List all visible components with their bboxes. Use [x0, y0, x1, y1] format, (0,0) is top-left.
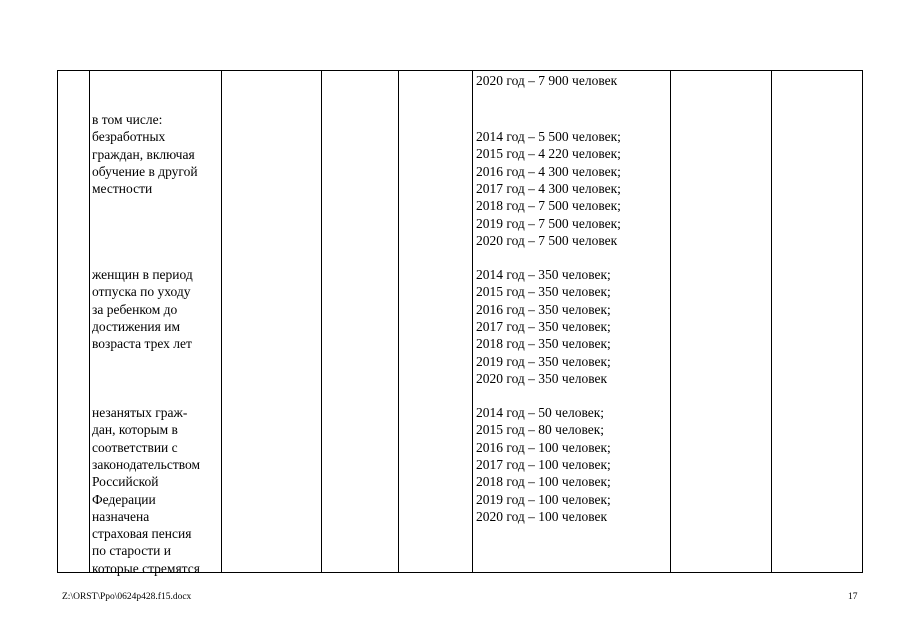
- result-line: 2018 год – 7 500 человек;: [476, 198, 621, 214]
- label-line: Российской: [92, 474, 159, 490]
- result-line: 2019 год – 350 человек;: [476, 353, 611, 369]
- label-line: законодательством: [92, 456, 201, 472]
- label-line: незанятых граж-: [92, 405, 188, 420]
- result-line: 2016 год – 350 человек;: [476, 301, 611, 317]
- label-line: назначена: [92, 508, 150, 524]
- result-line: 2014 год – 5 500 человек;: [476, 129, 621, 144]
- result-line: 2018 год – 350 человек;: [476, 336, 611, 352]
- result-line: 2016 год – 4 300 человек;: [476, 163, 621, 179]
- result-line: 2020 год – 100 человек: [476, 508, 608, 524]
- column-divider: [321, 71, 322, 572]
- label-line: Федерации: [92, 491, 156, 507]
- label-line: в том числе:: [92, 112, 163, 127]
- column-divider: [398, 71, 399, 572]
- result-line: 2020 год – 7 500 человек: [476, 232, 618, 248]
- label-line: по старости и: [92, 543, 171, 559]
- label-line: страховая пенсия: [92, 526, 192, 542]
- program-table: [57, 70, 863, 576]
- result-line: 2014 год – 50 человек;: [476, 405, 605, 420]
- result-line: 2015 год – 80 человек;: [476, 422, 605, 438]
- footer-file-path: Z:\ORST\Ppo\0624p428.f15.docx: [62, 592, 192, 602]
- result-line: 2017 год – 100 человек;: [476, 456, 611, 472]
- label-line: женщин в период: [92, 267, 193, 282]
- column-divider: [771, 71, 772, 572]
- label-line: возраста трех лет: [92, 336, 192, 352]
- column-divider: [472, 71, 473, 572]
- result-line: 2015 год – 4 220 человек;: [476, 146, 621, 162]
- label-line: соответствии с: [92, 439, 178, 455]
- label-line: местности: [92, 181, 153, 197]
- result-line: 2016 год – 100 человек;: [476, 439, 611, 455]
- column-divider: [89, 71, 90, 572]
- label-line: дан, которым в: [92, 422, 178, 438]
- result-line: 2019 год – 7 500 человек;: [476, 215, 621, 231]
- result-line: 2020 год – 350 человек: [476, 370, 608, 386]
- result-line: 2017 год – 4 300 человек;: [476, 180, 621, 196]
- label-line: граждан, включая: [92, 146, 195, 162]
- result-line: 2014 год – 350 человек;: [476, 267, 611, 282]
- page-number: 17: [848, 592, 858, 602]
- label-line: безработных: [92, 129, 166, 145]
- result-line: 2015 год – 350 человек;: [476, 284, 611, 300]
- label-line: которые стремятся: [92, 560, 200, 576]
- label-line: обучение в другой: [92, 163, 198, 179]
- label-line: отпуска по уходу: [92, 284, 191, 300]
- result-line: 2019 год – 100 человек;: [476, 491, 611, 507]
- result-line: 2017 год – 350 человек;: [476, 318, 611, 334]
- column-divider: [670, 71, 671, 572]
- column-divider: [221, 71, 222, 572]
- label-line: за ребенком до: [92, 301, 178, 317]
- result-line: 2018 год – 100 человек;: [476, 474, 611, 490]
- label-line: достижения им: [92, 318, 181, 334]
- result-line: 2020 год – 7 900 человек: [476, 73, 618, 88]
